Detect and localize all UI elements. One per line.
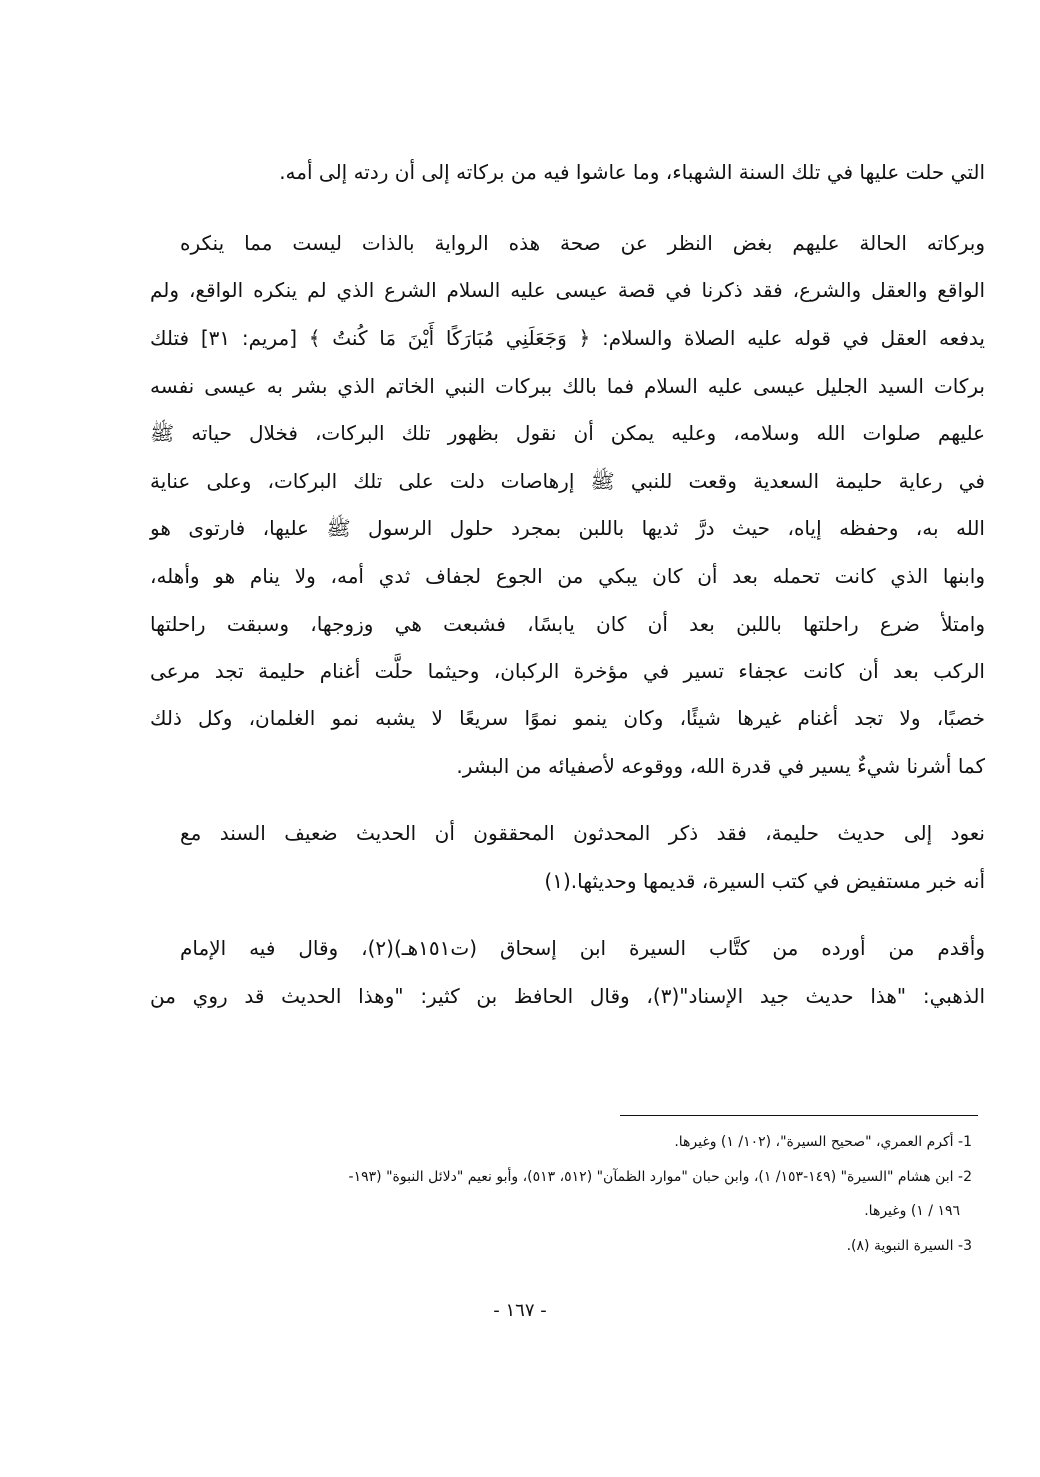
footnote-2-continued: ١٩٦ / ١) وغيرها. [864, 1203, 960, 1219]
paragraph-2-line: عليهم صلوات الله وسلامه، وعليه يمكن أن نقول بظهور تلك البركات، فخلال حياته ﷺ [150, 421, 985, 445]
footnote-3: 3- السيرة النبوية (٨). [846, 1238, 972, 1254]
paragraph-2-line: كما أشرنا شيءٌ يسير في قدرة الله، ووقوعه لأصفيائه من البشر. [456, 754, 985, 778]
paragraph-2-line: يدفعه العقل في قوله عليه الصلاة والسلام: ﴿ وَجَعَلَنِي مُبَارَكًا أَيْنَ مَا كُنتُ ﴾ [مريم: ٣١] فتلك [150, 326, 985, 350]
paragraph-2-line: وامتلأ ضرع راحلتها باللبن بعد أن كان يابسًا، فشبعت هي وزوجها، وسبقت راحلتها [150, 612, 985, 636]
paragraph-2-line: وابنها الذي كانت تحمله بعد أن كان يبكي من الجوع لجفاف ثدي أمه، ولا ينام هو وأهله، [150, 564, 985, 588]
paragraph-3-line: أنه خبر مستفيض في كتب السيرة، قديمها وحديثها.(١) [544, 869, 985, 893]
footnote-2: 2- ابن هشام "السيرة" (١٤٩-١٥٣/ ١)، وابن حبان "موارد الظمآن" (٥١٢، ٥١٣)، وأبو نعيم "دلائل النبوة" (١٩٣- [348, 1169, 972, 1185]
page-number: - ١٦٧ - [493, 1300, 547, 1321]
paragraph-4-line: وأقدم من أورده من كتَّاب السيرة ابن إسحاق (ت١٥١هـ)(٢)، وقال فيه الإمام [180, 936, 985, 960]
paragraph-2-line: الواقع والعقل والشرع، فقد ذكرنا في قصة عيسى عليه السلام الشرع الذي لم ينكره الواقع، ولم [150, 278, 985, 302]
paragraph-1-line: التي حلت عليها في تلك السنة الشهباء، وما عاشوا فيه من بركاته إلى أن ردته إلى أمه. [279, 160, 985, 184]
paragraph-2-line: في رعاية حليمة السعدية وقعت للنبي ﷺ إرهاصات دلت على تلك البركات، وعلى عناية [150, 469, 985, 493]
paragraph-2-line: خصبًا، ولا تجد أغنام غيرها شيئًا، وكان ينمو نموًا سريعًا لا يشبه نمو الغلمان، وكل ذلك [150, 706, 985, 730]
paragraph-3-line: نعود إلى حديث حليمة، فقد ذكر المحدثون المحققون أن الحديث ضعيف السند مع [180, 821, 985, 845]
footnote-separator [620, 1115, 978, 1116]
paragraph-4-line: الذهبي: "هذا حديث جيد الإسناد"(٣)، وقال الحافظ بن كثير: "وهذا الحديث قد روي من [150, 984, 985, 1008]
paragraph-2-line: بركات السيد الجليل عيسى عليه السلام فما بالك ببركات النبي الخاتم الذي بشر به عيسى نفسه [150, 374, 985, 398]
footnote-1: 1- أكرم العمري، "صحيح السيرة"، (١٠٢/ ١) وغيرها. [674, 1134, 972, 1150]
paragraph-2-line: وبركاته الحالة عليهم بغض النظر عن صحة هذه الرواية بالذات ليست مما ينكره [180, 231, 985, 255]
paragraph-2-line: الله به، وحفظه إياه، حيث درَّ ثديها باللبن بمجرد حلول الرسول ﷺ عليها، فارتوى هو [150, 516, 985, 540]
paragraph-2-line: الركب بعد أن كانت عجفاء تسير في مؤخرة الركبان، وحيثما حلَّت أغنام حليمة تجد مرعى [150, 659, 985, 683]
